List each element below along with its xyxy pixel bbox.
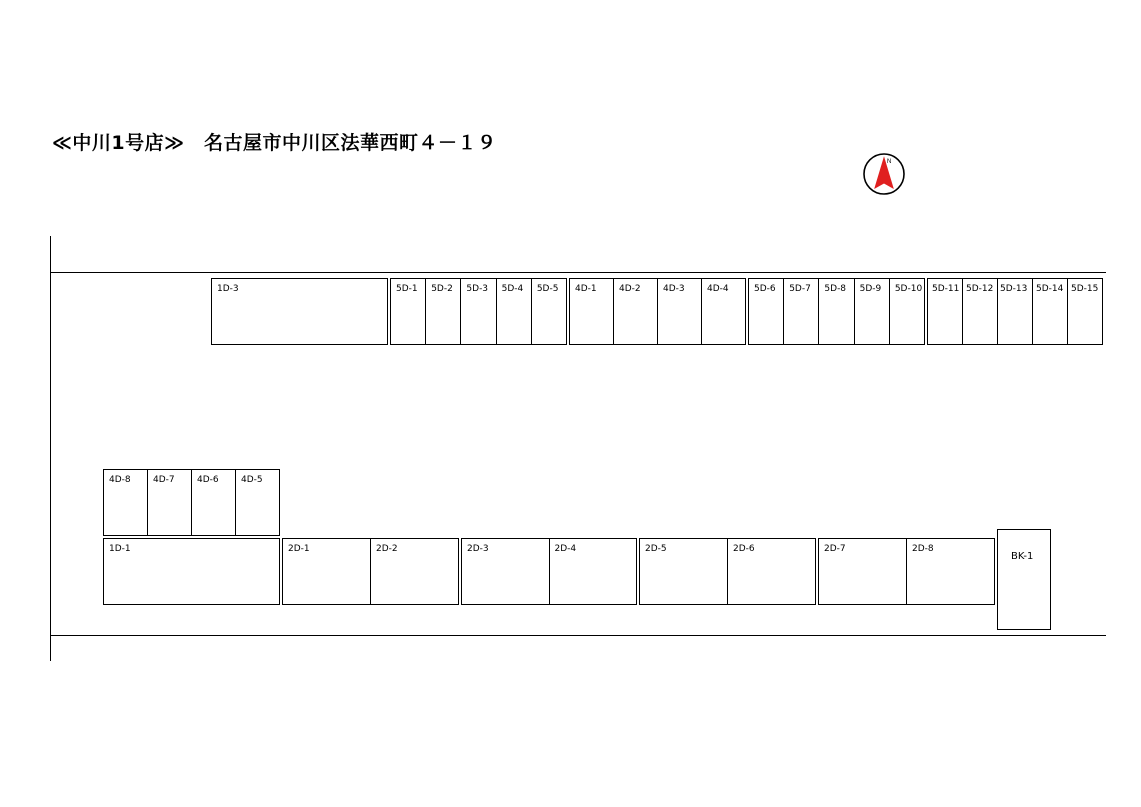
space-group-top-5 [927,278,1103,345]
parking-space[interactable] [997,279,1032,344]
parking-space[interactable] [147,470,191,535]
parking-space[interactable] [906,539,994,604]
space-label: 5D-4 [501,284,524,294]
space-group-bottom-3 [461,538,637,605]
top-boundary-line [50,272,1106,273]
parking-space[interactable] [104,539,279,604]
parking-space[interactable] [657,279,701,344]
parking-space[interactable] [212,279,387,344]
parking-space[interactable] [235,470,279,535]
space-label: 4D-2 [619,284,641,294]
space-label: 5D-11 [932,284,960,294]
parking-space[interactable] [496,279,531,344]
space-label: 4D-8 [109,475,131,485]
parking-space[interactable] [613,279,657,344]
space-group-bottom-2 [282,538,459,605]
space-label: 5D-3 [466,284,489,294]
parking-space[interactable] [819,539,906,604]
space-label: 2D-3 [467,544,489,554]
bike-space-label: BK-1 [1011,551,1034,562]
parking-space[interactable] [191,470,235,535]
space-label: 2D-6 [733,544,755,554]
parking-space[interactable] [283,539,370,604]
page-title: ≪中川1号店≫ 名古屋市中川区法華西町４－１９ [52,132,497,154]
parking-space[interactable] [531,279,566,344]
space-label: 5D-2 [431,284,453,294]
space-group-middle [103,469,280,536]
space-label: 1D-3 [217,284,239,294]
space-label: 5D-14 [1036,284,1064,294]
parking-space[interactable] [104,470,147,535]
parking-space[interactable] [549,539,637,604]
space-label: 2D-5 [645,544,667,554]
space-label: 4D-3 [663,284,685,294]
space-label: 5D-15 [1071,284,1099,294]
parking-space[interactable] [1032,279,1067,344]
parking-space[interactable] [370,539,458,604]
parking-space[interactable] [962,279,997,344]
space-label: 4D-1 [575,284,597,294]
parking-space[interactable] [460,279,495,344]
parking-space[interactable] [462,539,549,604]
space-label: 2D-1 [288,544,310,554]
space-label: 5D-7 [789,284,811,294]
space-label: 5D-1 [396,284,418,294]
parking-space[interactable] [391,279,425,344]
space-label: 4D-4 [707,284,729,294]
space-group-top-4 [748,278,925,345]
space-label: 5D-9 [859,284,882,294]
space-group-bottom-1 [103,538,280,605]
space-label: 2D-2 [376,544,398,554]
space-label: 4D-7 [153,475,175,485]
parking-space[interactable] [889,279,924,344]
parking-space[interactable] [749,279,783,344]
space-label: 5D-5 [536,284,559,294]
space-label: 4D-6 [197,475,219,485]
parking-space[interactable] [818,279,853,344]
space-label: 5D-10 [894,284,923,294]
parking-space[interactable] [1067,279,1102,344]
parking-space[interactable] [727,539,815,604]
space-group-bottom-5 [818,538,995,605]
space-label: 2D-7 [824,544,846,554]
compass-letter: N [887,159,892,165]
parking-space[interactable] [701,279,745,344]
space-label: 1D-1 [109,544,131,554]
space-label: 5D-6 [754,284,776,294]
space-label: 5D-12 [966,284,994,294]
space-label: 5D-13 [1000,284,1028,294]
bottom-boundary-line [50,635,1106,636]
bike-space[interactable] [997,529,1051,630]
space-group-top-3 [569,278,746,345]
parking-space[interactable] [928,279,962,344]
space-label: 4D-5 [241,475,263,485]
vertical-boundary-line [50,236,51,661]
parking-space[interactable] [854,279,889,344]
space-label: 2D-8 [912,544,934,554]
parking-space[interactable] [783,279,818,344]
parking-space[interactable] [640,539,727,604]
space-label: 5D-8 [824,284,847,294]
space-group-bottom-4 [639,538,816,605]
parking-space[interactable] [425,279,460,344]
space-group-top-1 [211,278,388,345]
north-arrow-icon [862,152,906,196]
parking-space[interactable] [570,279,613,344]
space-group-top-2 [390,278,567,345]
space-label: 2D-4 [554,544,577,554]
